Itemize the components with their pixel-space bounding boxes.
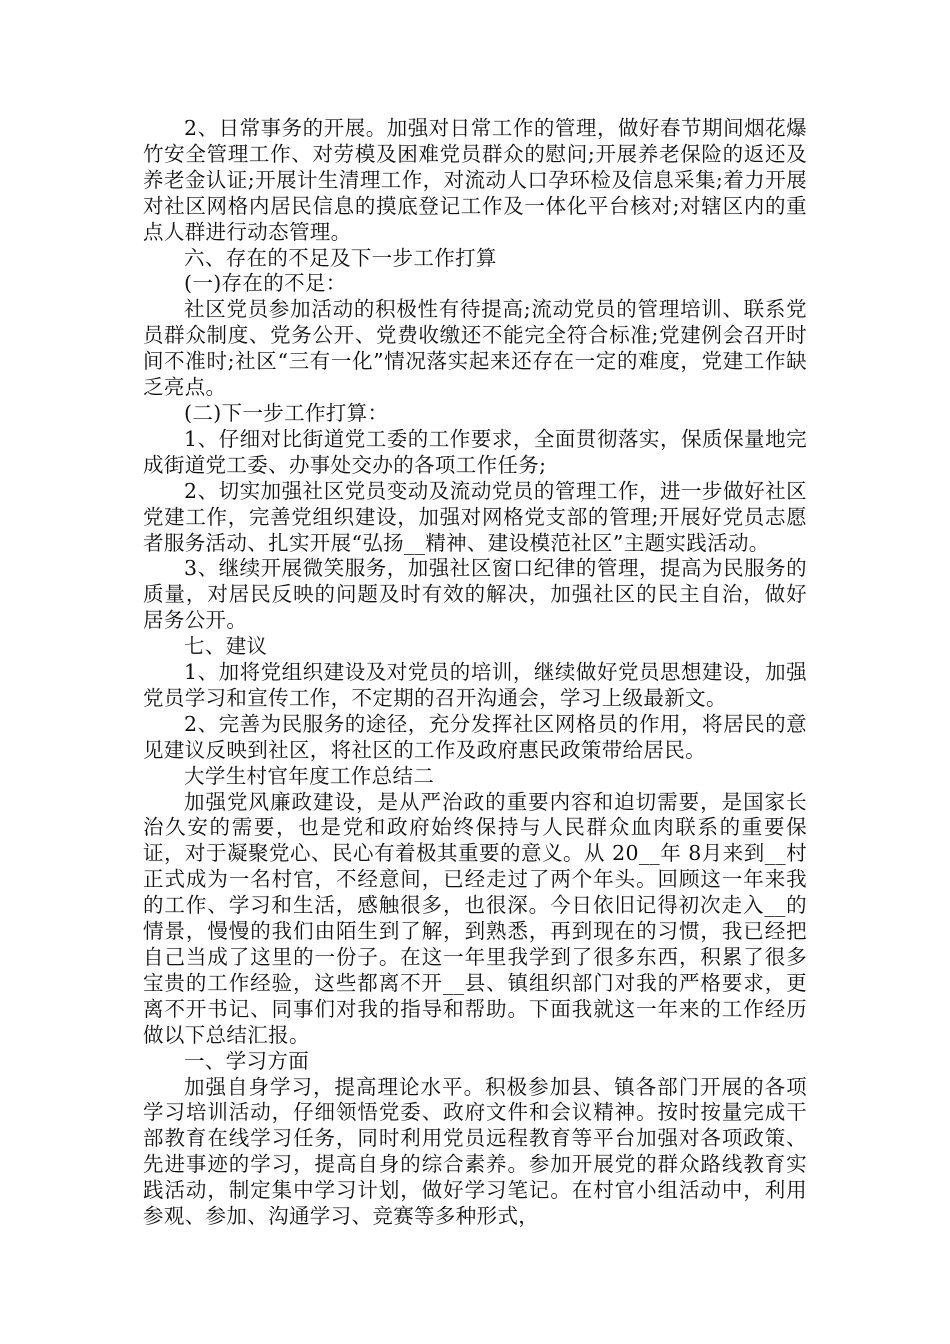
section-heading-shortcomings-plan: 六、存在的不足及下一步工作打算 bbox=[184, 245, 497, 270]
subheading-next-steps: (二)下一步工作打算： bbox=[184, 400, 389, 425]
article-title-summary-two: 大学生村官年度工作总结二 bbox=[184, 763, 435, 788]
paragraph-shortcomings: 社区党员参加活动的积极性有待提高;流动党员的管理培训、联系党员群众制度、党务公开、党费收缴还不能完全符合标准;党建例会召开时间不准时;社区“三有一化”情况落实起来还存在一定的难度，党建工作缺乏亮点。 bbox=[143, 297, 807, 400]
paragraph-study: 加强自身学习，提高理论水平。积极参加县、镇各部门开展的各项学习培训活动，仔细领悟党委、政府文件和会议精神。按时按量完成干部教育在线学习任务，同时利用党员远程教育等平台加强对各项政策、先进事迹的学习，提高自身的综合素养。参加开展党的群众路线教育实践活动，制定集中学习计划，做好学习笔记。在村官小组活动中，利用参观、参加、沟通学习、竞赛等多种形式， bbox=[143, 1074, 807, 1229]
section-heading-suggestions: 七、建议 bbox=[184, 634, 268, 659]
subheading-shortcomings: (一)存在的不足： bbox=[184, 271, 347, 296]
paragraph-next-step-1: 1、仔细对比街道党工委的工作要求，全面贯彻落实，保质保量地完成街道党工委、办事处交办的各项工作任务; bbox=[143, 426, 807, 477]
paragraph-next-step-2: 2、切实加强社区党员变动及流动党员的管理工作，进一步做好社区党建工作，完善党组织建设，加强对网格党支部的管理;开展好党员志愿者服务活动、扎实开展“弘扬__精神、建设模范社区”主题实践活动。 bbox=[143, 478, 807, 555]
paragraph-next-step-3: 3、继续开展微笑服务，加强社区窗口纪律的管理，提高为民服务的质量，对居民反映的问题及时有效的解决，加强社区的民主自治，做好居务公开。 bbox=[143, 556, 807, 633]
paragraph-intro: 加强党风廉政建设，是从严治政的重要内容和迫切需要，是国家长治久安的需要，也是党和政府始终保持与人民群众血肉联系的重要保证，对于凝聚党心、民心有着极其重要的意义。从 20__年 8月来到__村正式成为一名村官，不经意间，已经走过了两个年头。回顾这一年来我的工作、学习和生活，感触很多，也很深。今日依旧记得初次走入__的情景，慢慢的我们由陌生到了解，到熟悉，再到现在的习惯，我已经把自己当成了这里的一份子。在这一年里我学到了很多东西，积累了很多宝贵的工作经验，这些都离不开__县、镇组织部门对我的严格要求，更离不开书记、同事们对我的指导和帮助。下面我就这一年来的工作经历做以下总结汇报。 bbox=[143, 789, 807, 1047]
document-body bbox=[143, 116, 807, 1230]
paragraph-suggestion-2: 2、完善为民服务的途径，充分发挥社区网格员的作用，将居民的意见建议反映到社区，将社区的工作及政府惠民政策带给居民。 bbox=[143, 711, 807, 762]
section-heading-study: 一、学习方面 bbox=[184, 1048, 310, 1073]
paragraph-daily-affairs: 2、日常事务的开展。加强对日常工作的管理，做好春节期间烟花爆竹安全管理工作、对劳模及困难党员群众的慰问;开展养老保险的返还及养老金认证;开展计生清理工作，对流动人口孕环检及信息采集;着力开展对社区网格内居民信息的摸底登记工作及一体化平台核对;对辖区内的重点人群进行动态管理。 bbox=[143, 116, 807, 244]
paragraph-suggestion-1: 1、加将党组织建设及对党员的培训，继续做好党员思想建设，加强党员学习和宣传工作，不定期的召开沟通会，学习上级最新文。 bbox=[143, 660, 807, 710]
